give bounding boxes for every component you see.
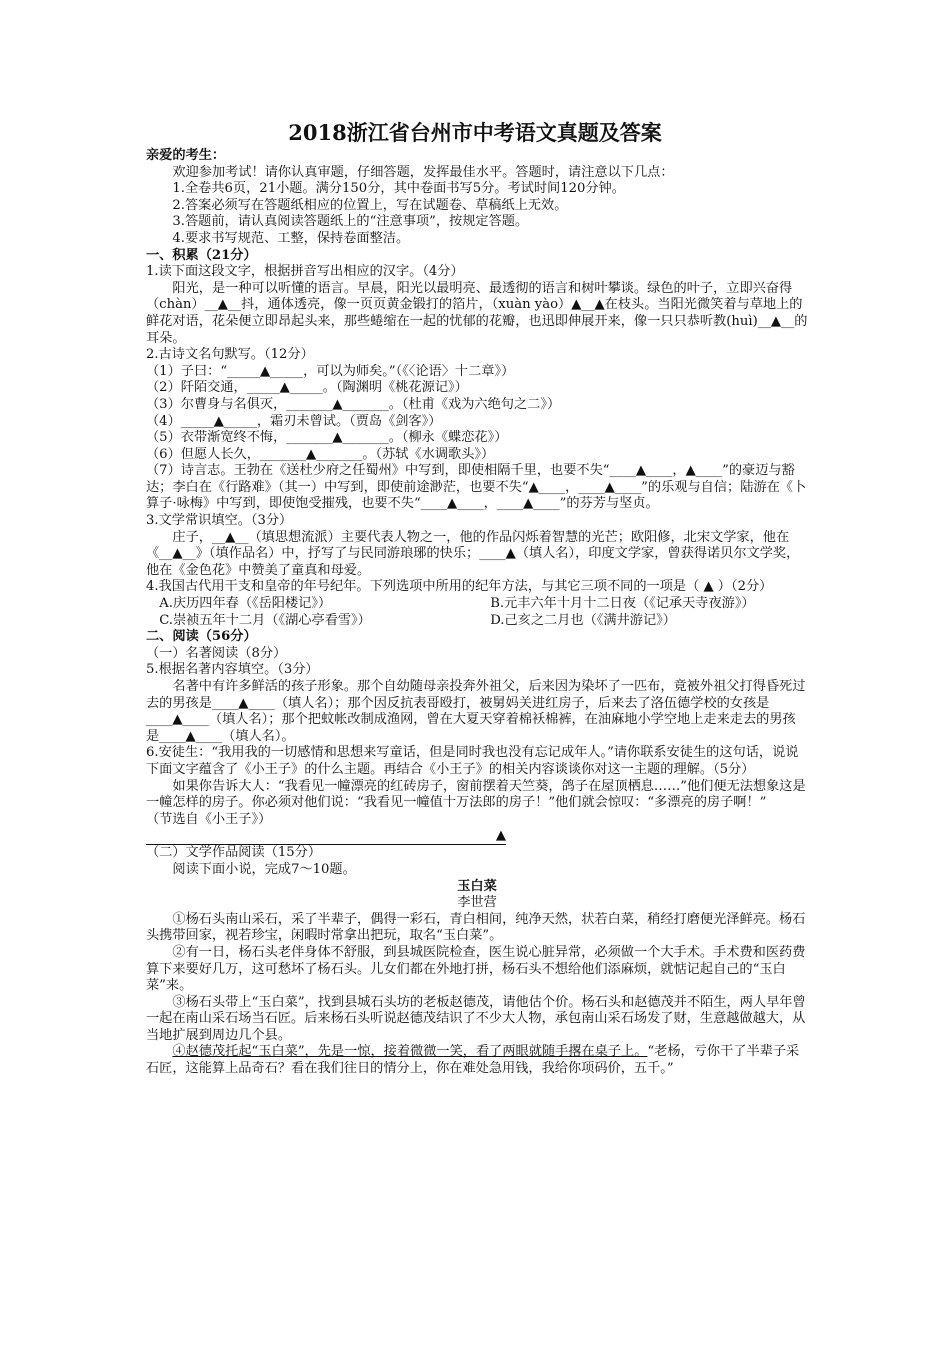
question-stem: 5.根据名著内容填空。（3分）	[146, 662, 319, 678]
option-d: D.己亥之二月也（《满井游记》）	[490, 612, 676, 628]
underlined-sentence: ④赵德茂托起“玉白菜”，先是一惊，接着微微一笑，看了两眼就随手撂在桌子上。	[172, 1044, 648, 1060]
option-a: A.庆历四年春（《岳阳楼记》）	[159, 596, 332, 612]
story-paragraph: ③杨石头带上“玉白菜”，找到县城石头坊的老板赵德茂，请他估个价。杨石头和赵德茂并不陌生，两人早年曾一起在南山采石场当石匠。后来杨石头听说赵德茂结识了不少大人物，承包南山采石场发了财，生意越做越大，从当地扩展到周边几个县。	[146, 994, 806, 1043]
question-stem: 6.安徒生：“我用我的一切感情和思想来写童话，但是同时我也没有忘记成年人。”请你联系安徒生的这句话，说说下面文字蕴含了《小王子》的什么主题。再结合《小王子》的相关内容谈谈你对这一主题的理解。（5分）	[146, 745, 799, 777]
poem-item: （4）_____▲_____，霜刃未曾试。（贾岛《剑客》）	[146, 413, 442, 429]
question-stem: 2.古诗文名句默写。（12分）	[146, 347, 314, 363]
intro-line: 1.全卷共6页，21小题。满分150分，其中卷面书写5分。考试时间120分钟。	[172, 181, 625, 197]
part-heading: （一）名著阅读（8分）	[146, 645, 287, 661]
story-sentence: “老杨，亏你干了半辈子采石匠，这能算上品奇石？看在我们往日的情分上，你在难处急用钱，我给你项码价，五千。”	[146, 1044, 800, 1077]
options-row	[146, 596, 808, 613]
quote-source: （节选自《小王子》）	[146, 811, 272, 827]
poem-item: （7）诗言志。王勃在《送杜少府之任蜀州》中写到，即使相隔千里，也要不失“____▲____，▲____”的豪迈与豁达；李白在《行路难》（其一）中写到，即使前途渺茫，也要不失“▲____，____▲____”的乐观与自信；陆游在《卜算子·咏梅》中写到，即使饱受摧残，也要不失“____▲____，____▲____”的芬芳与坚贞。	[146, 463, 807, 512]
story-paragraph: ①杨石头南山采石，采了半辈子，偶得一彩石，青白相间，纯净天然，状若白菜，稍经打磨便光泽鲜亮。杨石头携带回家，视若珍宝，闲暇时常拿出把玩，取名“玉白菜”。	[146, 911, 806, 944]
question-text: 阳光，是一种可以听懂的语言。早晨，阳光以最明亮、最透彻的语言和树叶攀谈。绿色的叶子，立即兴奋得（chàn）__▲__抖，通体透亮，像一页页黄金锻打的箔片，（xuàn yào）▲__▲在枝头。当阳光微笑着与草地上的鲜花对语，花朵便立即昂起头来，那些蜷缩在一起的忧郁的花瓣，也迅即伸展开来，像一只只恭听教(huì)__▲__的耳朵。	[146, 280, 808, 346]
intro-line: 欢迎参加考试！请你认真审题，仔细答题，发挥最佳水平。答题时，请注意以下几点：	[172, 164, 674, 180]
intro-line: 4.要求书写规范、工整，保持卷面整洁。	[172, 230, 410, 246]
poem-item: （1）子曰：“_____▲_____，可以为师矣。”（《〈论语〉十二章》）	[146, 363, 515, 379]
story-paragraph: ②有一日，杨石头老伴身体不舒服，到县城医院检查，医生说心脏异常，必须做一个大手术。手术费和医药费算下来要好几万，这可愁坏了杨石头。儿女们都在外地打拼，杨石头不想给他们添麻烦，就惦记起自己的“玉白菜”来。	[146, 944, 806, 994]
greeting: 亲爱的考生：	[146, 148, 226, 163]
poem-item: （3）尔曹身与名俱灭，_______▲_______。（杜甫《戏为六绝句之二》）	[146, 396, 561, 412]
exam-content	[146, 148, 808, 1078]
part-instruction: 阅读下面小说，完成7～10题。	[172, 861, 356, 877]
intro-line: 2.答案必须写在答题纸相应的位置上，写在试题卷、草稿纸上无效。	[172, 197, 568, 213]
story-title: 玉白菜	[457, 878, 497, 894]
story-paragraph	[146, 1044, 808, 1077]
option-b: B.元丰六年十月十二日夜（《记承天寺夜游》）	[490, 596, 755, 612]
page-title: 2018浙江省台州市中考语文真题及答案	[288, 120, 662, 145]
poem-item: （6）但愿人长久，_______▲_______。（苏轼《水调歌头》）	[146, 446, 495, 462]
question-text: 名著中有许多鲜活的孩子形象。那个自幼随母亲投奔外祖父，后来因为染坏了一匹布，竟被外祖父打得昏死过去的男孩是____▲____（填人名）；那个因反抗表哥殴打，被舅妈关进红房子，后来去了洛伍德学校的女孩是____▲____（填人名）；那个把蚊帐改制成渔网，曾在大夏天穿着棉袄棉裤，在油麻地小学空地上走来走去的男孩是____▲____（填人名）。	[146, 679, 806, 744]
question-stem: 1.读下面这段文字，根据拼音写出相应的汉字。（4分）	[146, 264, 464, 280]
story-author: 李世营	[457, 895, 497, 911]
intro-line: 3.答题前，请认真阅读答题纸上的“注意事项”，按规定答题。	[172, 214, 529, 230]
question-stem: 4.我国古代用干支和皇帝的年号纪年。下列选项中所用的纪年方法，与其它三项不同的一项是（ ▲ ）（2分）	[146, 579, 773, 595]
quote-text: 如果你告诉大人：“我看见一幢漂亮的红砖房子，窗前摆着天竺葵，鸽子在屋顶栖息……”他们便无法想象这是一幢怎样的房子。你必须对他们说：“我看见一幢值十万法郎的房子！”他们就会惊叹：“多漂亮的房子啊！”	[146, 778, 806, 811]
question-stem: 3.文学常识填空。（3分）	[146, 513, 293, 529]
option-c: C.崇祯五年十二月（《湖心亭看雪》）	[159, 612, 371, 628]
question-text: 庄子，__▲__（填思想流派）主要代表人物之一，他的作品闪烁着智慧的光芒；欧阳修，北宋文学家，他在《__▲__》（填作品名）中，抒写了与民同游琅琊的快乐；____▲（填人名），印度文学家，曾获得诺贝尔文学奖，他在《金色花》中赞美了童真和母爱。	[146, 529, 800, 578]
poem-item: （5）衣带渐宽终不悔，_______▲_______。（柳永《蝶恋花》）	[146, 430, 508, 446]
answer-marker: ▲	[495, 827, 506, 843]
answer-line[interactable]	[146, 828, 506, 845]
section-heading: 二、阅读（56分）	[146, 629, 257, 645]
section-heading: 一、积累（21分）	[146, 247, 257, 263]
part-heading: （二）文学作品阅读（15分）	[146, 845, 322, 861]
poem-item: （2）阡陌交通，_____▲_____。（陶渊明《桃花源记》）	[146, 380, 468, 396]
options-row	[146, 613, 808, 630]
